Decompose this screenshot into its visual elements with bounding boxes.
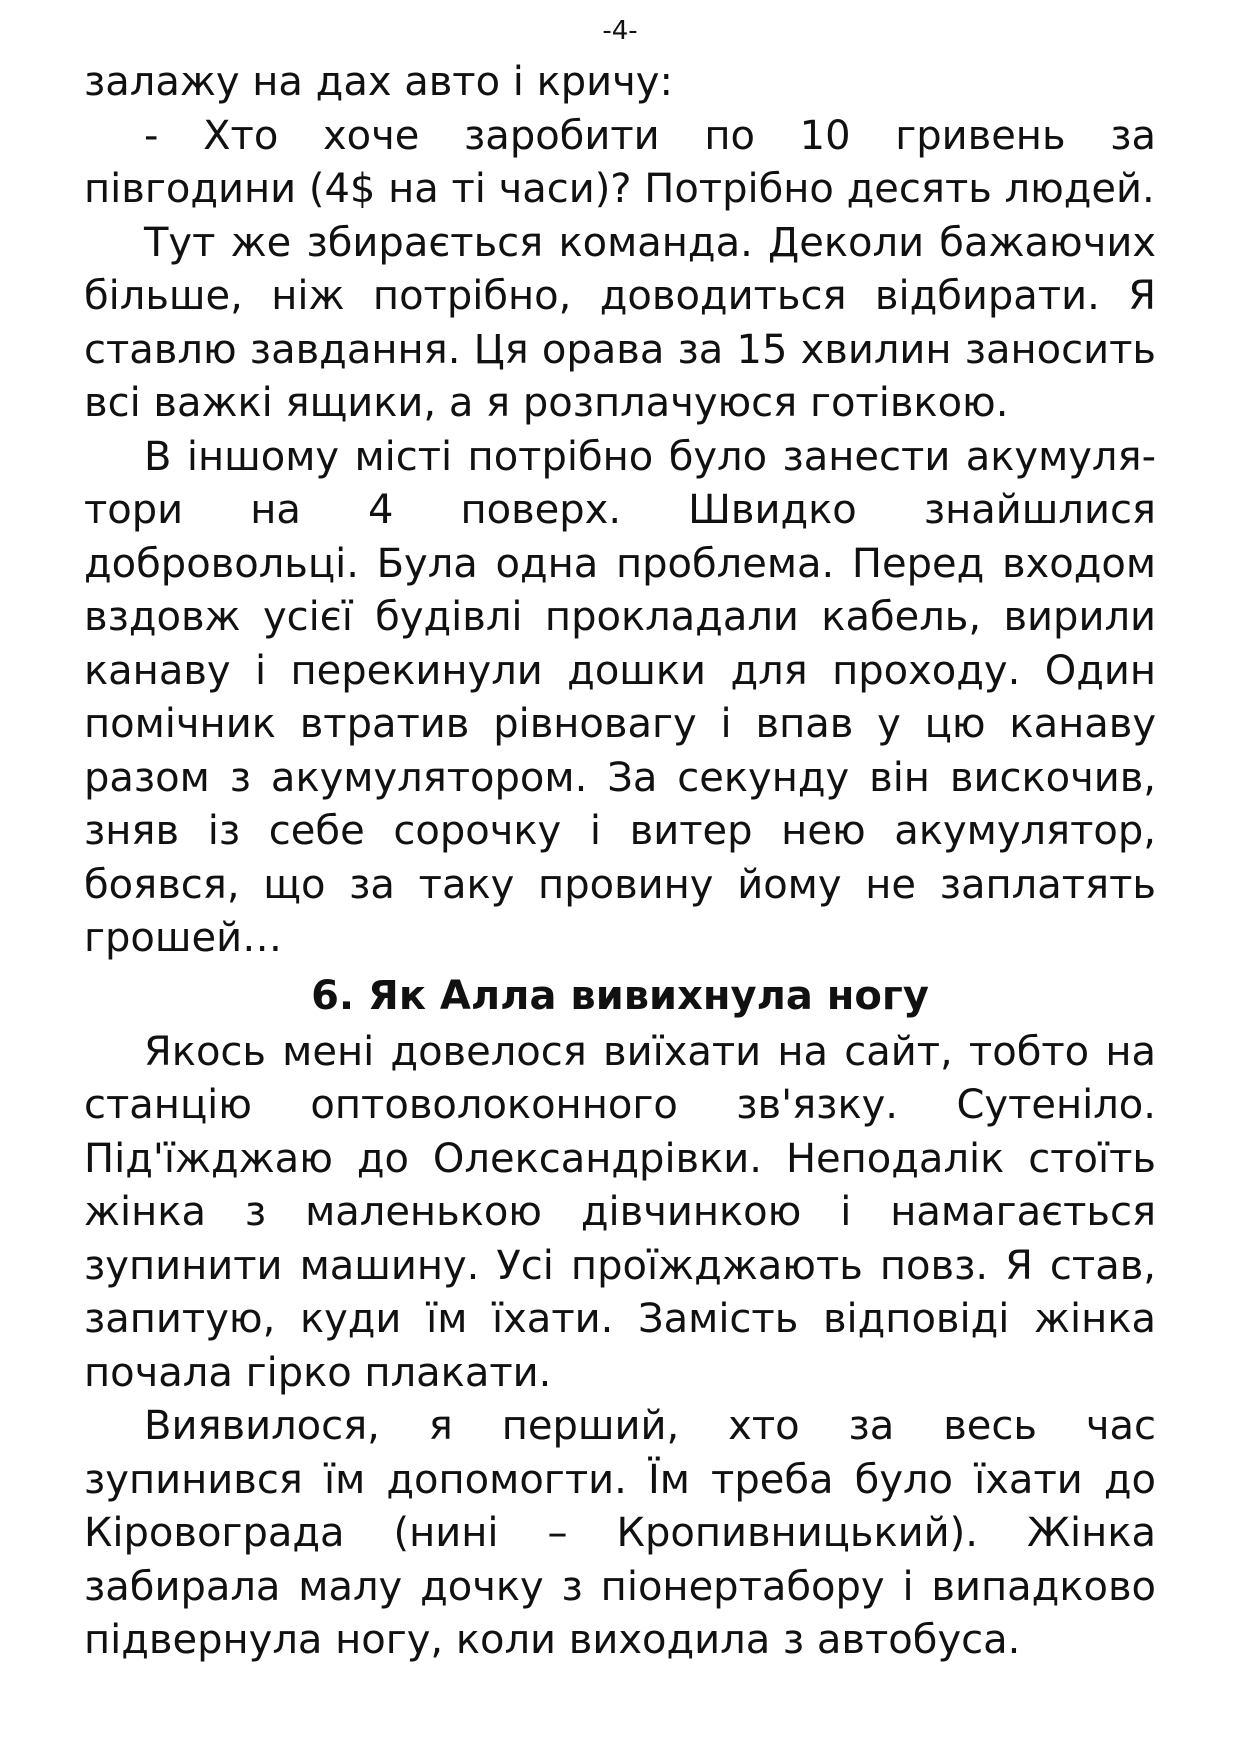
paragraph-continuation: залажу на дах авто і кричу: [84,59,673,105]
page-body [84,56,1156,1668]
paragraph-batteries: В іншому місті потрібно було занести акумулятори на 4 поверх. Швидко знайшлися добровольці. Була одна проблема. Перед входом вздовж усієї будівлі прокладали кабель, вирили канаву і перекинули дошки для проходу. Один помічник втратив рівновагу і впав у цю канаву разом з акумулятором. За секунду він вискочив, зняв із себе сорочку і витер нею акумулятор, боявся, що за таку провину йому не заплатять грошей… [84,433,1156,961]
section-heading: 6. Як Алла вивихнула ногу [311,972,929,1019]
paragraph-site-trip: Якось мені довелося виїхати на сайт, тобто на станцію оптоволоконного зв'язку. Сутеніло. Під'їжджаю до Олександрівки. Неподалік стоїть жінка з маленькою дівчинкою і намагається зупинити машину. Усі проїжджають повз. Я став, запитую, куди їм їхати. Замість відповіді жінка почала гірко плакати. [84,1028,1156,1396]
paragraph-explanation: Виявилося, я перший, хто за весь час зупинився їм допомогти. Їм треба було їхати до Кіровограда (нині – Кропивницький). Жінка забирала малу дочку з піонертабору і випадково підвернула ногу, коли виходила з автобуса. [84,1403,1156,1663]
paragraph-dialogue: - Хто хоче заробити по 10 гривень за півгодини (4$ на ті часи)? Потрібно десять людей. [84,112,1156,212]
page-number: -4- [602,16,638,46]
paragraph-team: Тут же збирається команда. Деколи бажаючих більше, ніж потрібно, доводиться відбирати. Я ставлю завдання. Ця орава за 15 хвилин заносить всі важкі ящики, а я розплачуюся готівкою. [84,219,1156,426]
